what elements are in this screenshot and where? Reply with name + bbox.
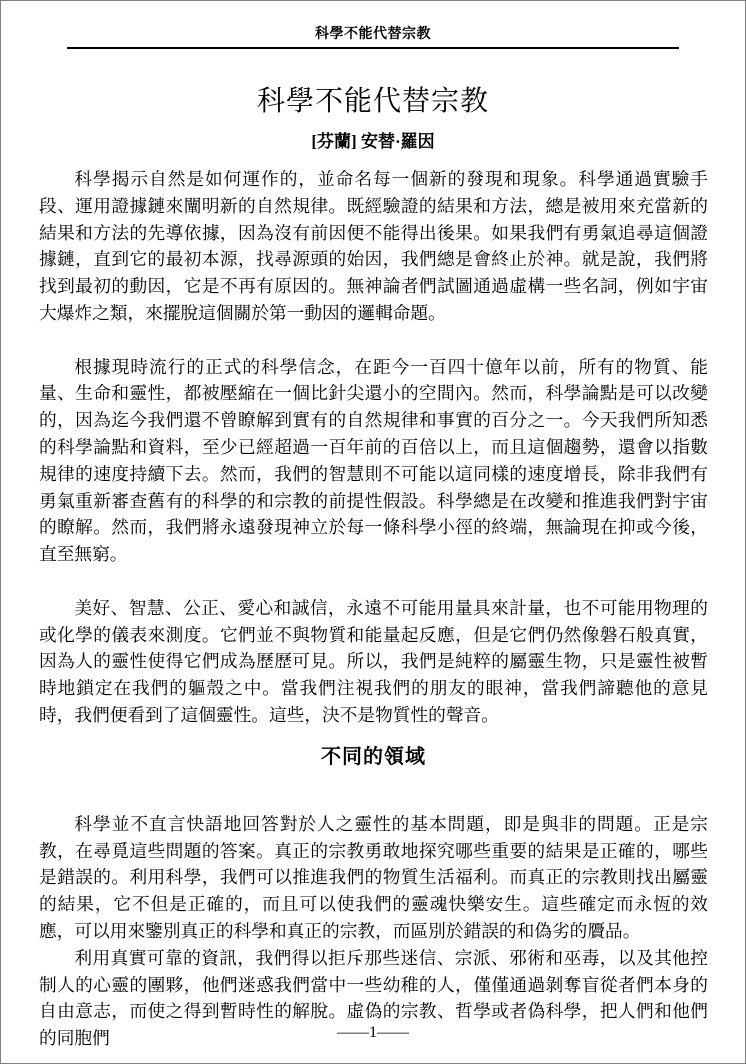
section-heading: 不同的領域 — [321, 745, 426, 768]
paragraph-4: 科學並不直言快語地回答對於人之靈性的基本問題，即是與非的問題。正是宗教，在尋覓這些問題的答案。真正的宗教勇敢地探究哪些重要的結果是正確的，哪些是錯誤的。利用科學，我們可以推進我們的物質生活福利。而真正的宗教則找出屬靈的結果，它不但是正確的，而且可以使我們的靈魂快樂安生。這些確定而永恆的效應，可以用來鑒別真正的科學和真正的宗教，而區別於錯誤的和偽劣的贗品。 — [39, 813, 708, 941]
paragraph-3: 美好、智慧、公正、愛心和誠信，永遠不可能用量具來計量，也不可能用物理的或化學的儀表來測度。它們並不與物質和能量起反應，但是它們仍然像磐石般真實，因為人的靈性使得它們成為歷歷可見。所以，我們是純粹的屬靈生物，只是靈性被暫時地鎖定在我們的軀殼之中。當我們注視我們的朋友的眼神，當我們諦聽他的意見時，我們便看到了這個靈性。這些，決不是物質性的聲音。 — [39, 597, 708, 725]
document-title: 科學不能代替宗教 — [256, 86, 489, 117]
header-rule — [67, 47, 679, 49]
author-line: [芬蘭] 安替·羅因 — [311, 132, 435, 151]
document-body — [39, 166, 708, 1052]
page-number: ——1—— — [337, 1024, 409, 1041]
paragraph-5: 利用真實可靠的資訊，我們得以拒斥那些迷信、宗派、邪術和巫毒，以及其他控制人的心靈的團夥，他們迷惑我們當中一些幼稚的人，僅僅通過剝奪盲從者們本身的自由意志，而使之得到暫時性的解脫。虛偽的宗教、哲學或者偽科學，把人們和他們的同胞們 — [39, 947, 708, 1049]
paragraph-2: 根據現時流行的正式的科學信念，在距今一百四十億年以前，所有的物質、能量、生命和靈性，都被壓縮在一個比針尖還小的空間內。然而，科學論點是可以改變的，因為迄今我們還不曾瞭解到實有的自然規律和事實的百分之一。今天我們所知悉的科學論點和資料，至少已經超過一百年前的百倍以上，而且這個趨勢，還會以指數規律的速度持續下去。然而，我們的智慧則不可能以這同樣的速度增長，除非我們有勇氣重新審查舊有的科學的和宗教的前提性假設。科學總是在改變和推進我們對宇宙的瞭解。然而，我們將永遠發現神立於每一條科學小徑的終端，無論現在抑或今後，直至無窮。 — [39, 356, 708, 565]
paragraph-1: 科學揭示自然是如何運作的，並命名每一個新的發現和現象。科學通過實驗手段、運用證據鏈來闡明新的自然規律。既經驗證的結果和方法，總是被用來充當新的結果和方法的先導依據，因為沒有前因便不能得出後果。如果我們有勇氣追尋這個證據鏈，直到它的最初本源，找尋源頭的始因，我們總是會終止於神。就是說，我們將找到最初的動因，它是不再有原因的。無神論者們試圖通過虛構一些名詞，例如宇宙大爆炸之類，來擺脫這個關於第一動因的邏輯命題。 — [39, 169, 708, 323]
running-head: 科學不能代替宗教 — [315, 27, 431, 42]
